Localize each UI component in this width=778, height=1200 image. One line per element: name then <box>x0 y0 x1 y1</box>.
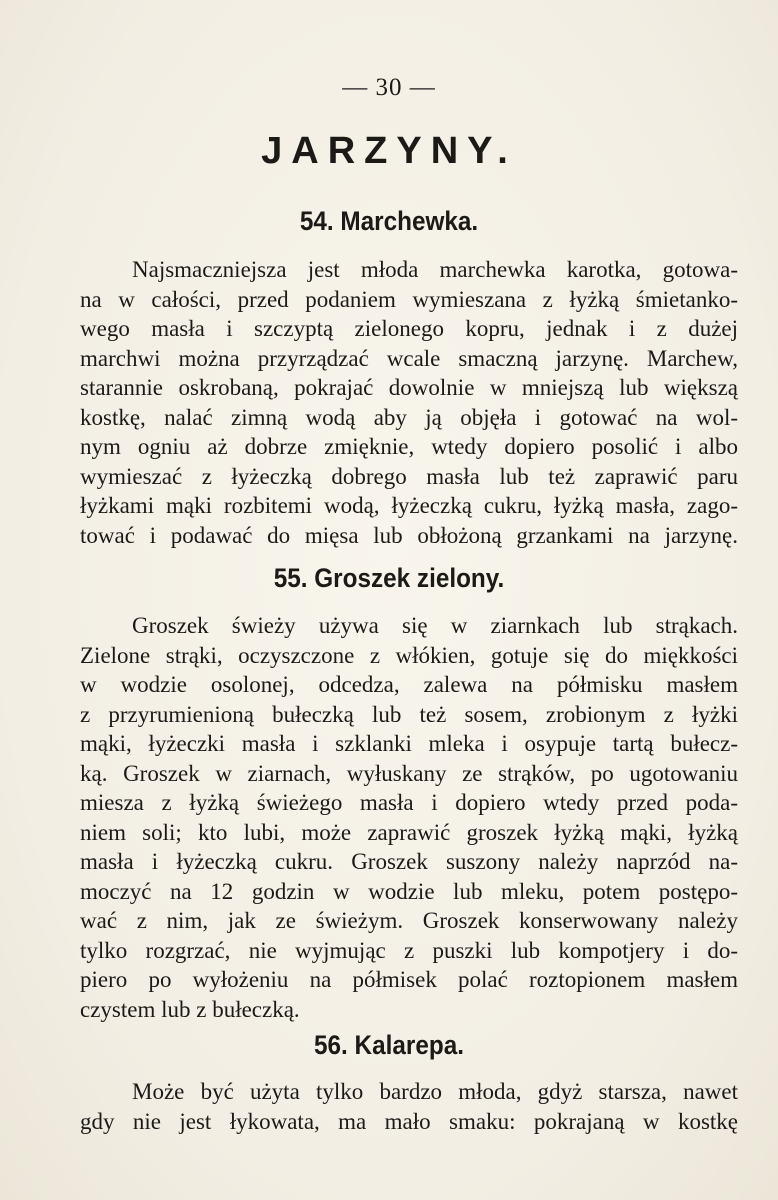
text-line: gdy nie jest łykowata, ma mało smaku: pokrajaną w kostkę <box>80 1108 738 1134</box>
section-text-kalarepa <box>80 1077 738 1136</box>
text-line: tować i podawać do mięsa lub obłożoną grzankami na jarzynę. <box>80 522 738 548</box>
text-line: ką. Groszek w ziarnach, wyłuskany ze strąków, po ugotowaniu <box>80 760 738 786</box>
text-line: czystem lub z bułeczką. <box>80 996 300 1022</box>
text-line: wego masła i szczyptą zielonego kopru, jednak i z dużej <box>80 316 738 341</box>
text-line: marchwi można przyrządzać wcale smaczną jarzynę. Marchew, <box>80 345 738 371</box>
text-line: Zielone strąki, oczyszczone z włókien, gotuje się do miękkości <box>80 642 738 668</box>
section-title-marchewka: 54. Marchewka. <box>299 206 479 236</box>
text-line: masła i łyżeczką cukru. Groszek suszony należy naprzód na- <box>80 849 738 874</box>
text-line: nym ogniu aż dobrze zmięknie, wtedy dopiero posolić i albo <box>80 434 738 459</box>
text-line: kostkę, nalać zimną wodą aby ją objęła i gotować na wol- <box>80 404 738 430</box>
text-line: z przyrumienioną bułeczką lub też sosem, zrobionym z łyżki <box>80 701 738 727</box>
text-line: w wodzie osolonej, odcedza, zalewa na półmisku masłem <box>80 672 738 697</box>
text-line: na w całości, przed podaniem wymieszana z łyżką śmietanko- <box>80 286 738 312</box>
text-line: starannie oskrobaną, pokrajać dowolnie w mniejszą lub większą <box>80 375 738 400</box>
section-title-kalarepa: 56. Kalarepa. <box>314 1030 464 1060</box>
text-line: piero po wyłożeniu na półmisek polać roztopionem masłem <box>80 967 738 992</box>
chapter-title: JARZYNY. <box>261 130 517 172</box>
text-line: mąki, łyżeczki masła i szklanki mleka i osypuje tartą bułecz- <box>80 731 738 756</box>
text-line: Może być użyta tylko bardzo młoda, gdyż starsza, nawet <box>132 1079 738 1104</box>
text-line: niem soli; kto lubi, może zaprawić groszek łyżką mąki, łyżką <box>80 819 738 845</box>
text-line: moczyć na 12 godzin w wodzie lub mleku, potem postępo- <box>80 878 738 904</box>
section-text-marchewka <box>80 255 738 550</box>
section-title-groszek-zielony: 55. Groszek zielony. <box>273 563 505 593</box>
text-line: łyżkami mąki rozbitemi wodą, łyżeczką cukru, łyżką masła, zago- <box>80 493 738 518</box>
text-line: wymieszać z łyżeczką dobrego masła lub też zaprawić paru <box>80 463 738 489</box>
text-line: Najsmaczniejsza jest młoda marchewka karotka, gotowa- <box>132 257 738 282</box>
text-line: Groszek świeży używa się w ziarnkach lub strąkach. <box>132 613 738 638</box>
section-text-groszek-zielony <box>80 611 738 1024</box>
text-line: miesza z łyżką świeżego masła i dopiero wtedy przed poda- <box>80 790 738 815</box>
text-line: tylko rozgrzać, nie wyjmując z puszki lub kompotjery i do- <box>80 937 738 963</box>
text-line: wać z nim, jak ze świeżym. Groszek konserwowany należy <box>80 908 738 933</box>
page-number: — 30 — <box>342 74 436 101</box>
